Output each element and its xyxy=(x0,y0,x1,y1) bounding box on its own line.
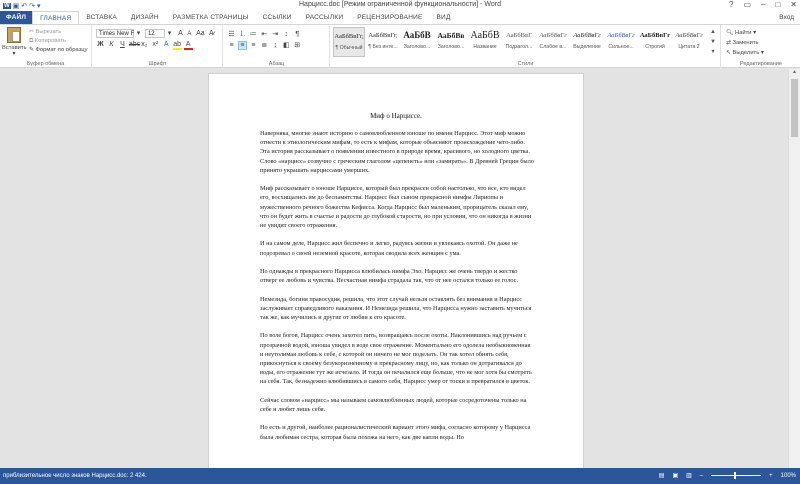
tab-references[interactable]: ССЫЛКИ xyxy=(262,14,292,21)
vertical-scrollbar[interactable] xyxy=(788,69,800,468)
styles-scroll[interactable]: ▲ ▼ ▾ xyxy=(710,29,716,55)
font-size-dropdown-icon[interactable]: ▾ xyxy=(167,30,172,37)
paragraph-group-label: Абзац xyxy=(268,61,285,67)
cut-button[interactable]: ✂ Вырезать xyxy=(29,29,62,35)
find-button[interactable]: 🔍︎ Найти ▾ xyxy=(726,30,757,36)
clipboard-group-label: Буфер обмена xyxy=(26,61,65,67)
title-bar xyxy=(0,0,800,11)
document-area xyxy=(0,69,800,468)
font-color-icon[interactable]: A xyxy=(184,41,193,50)
tab-design[interactable]: ДИЗАЙН xyxy=(130,14,159,21)
zoom-out-icon[interactable]: – xyxy=(699,472,704,479)
print-layout-icon[interactable]: ▣ xyxy=(672,473,679,479)
style-subtitle[interactable]: АаБбВвГ Подзагол... xyxy=(505,32,533,50)
styles-group-label: Стили xyxy=(517,61,534,67)
increase-indent-icon[interactable]: ⇥ xyxy=(272,31,279,38)
replace-button[interactable]: ⇄ Заменить xyxy=(726,40,759,46)
window-title: Нарцисс.doc [Режим ограниченной функциональности] - Word xyxy=(299,1,501,8)
status-bar xyxy=(0,468,800,484)
font-size-combo[interactable]: 12 xyxy=(145,29,165,38)
subscript-icon[interactable]: x₂ xyxy=(141,41,148,48)
ribbon-display-icon[interactable]: ▭ xyxy=(743,0,751,9)
search-icon: 🔍︎ xyxy=(726,30,734,36)
read-mode-icon[interactable]: ▤ xyxy=(658,473,665,479)
font-name-combo[interactable]: Times New F xyxy=(96,29,134,38)
grow-font-icon[interactable]: A xyxy=(178,30,183,37)
shading-icon[interactable]: ◧ xyxy=(282,42,290,49)
document-page[interactable] xyxy=(208,73,584,473)
superscript-icon[interactable]: x² xyxy=(152,41,159,48)
select-button[interactable]: ↖ Выделить ▾ xyxy=(726,50,764,56)
customize-qat-icon[interactable]: ▾ xyxy=(37,2,41,10)
paragraph: Но есть и другой, наиболее рационалистический вариант этого мифа, согласно которому у Нарцисса была любимая сестра, которая была похожа на него, как две капли воды. Но xyxy=(260,424,531,441)
sort-icon[interactable]: ↕ xyxy=(284,31,289,38)
styles-group xyxy=(331,25,721,68)
cursor-icon: ↖ xyxy=(726,50,731,56)
help-icon[interactable]: ? xyxy=(728,0,734,9)
replace-icon: ⇄ xyxy=(726,40,731,46)
paragraph: Наверняка, многие знают историю о самовлюбленном юноше по имени Нарцисс. Этот миф можно отнести к этиологическим мифам, то есть к мифам, которые объясняют происхождение чего-либо. Эта история рассказывает о появлении известного в природе время, красивого, но холодного цветка. Слово «нарцисс» созвучно с греческим глаголом «цепенеть» или «замирать». В Древней Греции было принято украшать нарциссами умерших. xyxy=(260,130,534,174)
save-icon[interactable]: ▣ xyxy=(12,2,20,10)
web-layout-icon[interactable]: ▥ xyxy=(686,473,692,479)
paste-button[interactable]: Вставить ▾ xyxy=(2,27,26,57)
line-spacing-icon[interactable]: ↨ xyxy=(273,42,278,49)
bold-icon[interactable]: Ж xyxy=(97,41,104,48)
paragraph: Миф рассказывает о юноше Нарциссе, который был прекрасен собой настолько, что все, кто видел его, восхищались им до беспамятства. Нарцисс был сыном прекрасной нимфы Лириопы и мужественного речного божества Кефисса. Когда Нарцисс был маленьким, прорицатель сказал ему, что он будет жить в счастье и радости до глубокой старости, но при условии, что он никогда в жизни не увидит своего отражения. xyxy=(260,185,532,230)
zoom-slider-thumb[interactable] xyxy=(734,472,736,479)
editing-group-label: Редактирование xyxy=(740,61,782,67)
style-emphasis[interactable]: АаБбВвГг Выделение xyxy=(573,32,601,50)
justify-icon[interactable]: ≣ xyxy=(261,42,268,49)
tab-review[interactable]: РЕЦЕНЗИРОВАНИЕ xyxy=(357,14,423,21)
word-logo-icon: W xyxy=(4,2,10,9)
scroll-up-icon[interactable]: ▲ xyxy=(792,69,797,75)
style-intense-emphasis[interactable]: АаБбВвГг Сильное... xyxy=(607,32,635,50)
copy-button[interactable]: ⧉ Копировать xyxy=(29,38,66,44)
text-effects-icon[interactable]: A xyxy=(163,41,169,48)
sign-in-link[interactable]: Вход xyxy=(779,14,794,21)
paragraph: Сейчас словом «нарцисс» мы называем самовлюбленных людей, которые сосредоточены только на себе и любят лишь себя. xyxy=(260,396,527,413)
align-left-icon[interactable]: ≡ xyxy=(229,42,234,49)
ribbon xyxy=(0,24,800,68)
style-normal[interactable]: АаБбВвГг, ¶ Обычный xyxy=(333,27,365,57)
tab-mailings[interactable]: РАССЫЛКИ xyxy=(305,14,344,21)
style-title[interactable]: АаБбВ Название xyxy=(470,30,500,50)
tab-view[interactable]: ВИД xyxy=(436,14,451,21)
change-case-icon[interactable]: Aa xyxy=(196,30,205,37)
zoom-in-icon[interactable]: + xyxy=(769,472,773,479)
borders-icon[interactable]: ⊞ xyxy=(294,42,301,49)
paragraph: По воле богов, Нарцисс очень захотел пить, возвращаясь после охоты. Наклонившись над ручьем с прозрачной водой, юноша увидел в воде свое отражение. Моментально его одолела необыкновенная и неутолимая любовь к себе, с которой он ничего не мог поделать. Он так хотел обнять себя, прикоснуться к своему безукоризненному и прекрасному лицу, но, как только он дотрагивался до воды, его отражение тут же исчезало. И тогда он печалился еще больше, что не мог хотя бы смотреть на себя. Так, безнадежно влюбившись в самого себя, Нарцисс умер от тоски и превратился в цветок. xyxy=(260,332,532,386)
multilevel-list-icon[interactable]: ≔ xyxy=(249,31,257,38)
zoom-slider[interactable] xyxy=(711,475,761,476)
tab-home[interactable]: ГЛАВНАЯ xyxy=(32,11,79,25)
underline-icon[interactable]: Ч xyxy=(120,41,125,48)
maximize-icon[interactable]: □ xyxy=(775,0,781,9)
tab-page-layout[interactable]: РАЗМЕТКА СТРАНИЦЫ xyxy=(172,14,249,21)
align-center-icon[interactable]: ≡ xyxy=(238,41,247,50)
clipboard-group xyxy=(0,25,92,68)
style-heading-1[interactable]: АаБбВ Заголово... xyxy=(403,30,431,50)
brush-icon: ✎ xyxy=(29,47,34,53)
ribbon-tabs xyxy=(0,11,800,24)
style-strong[interactable]: АаБбВвГг Строгий xyxy=(639,32,671,50)
document-body xyxy=(260,129,535,451)
numbering-icon[interactable]: ⒈ xyxy=(238,31,246,38)
style-quote[interactable]: АаБбВвГг Цитата 2 xyxy=(675,32,703,50)
font-group xyxy=(93,25,223,68)
font-group-label: Шрифт xyxy=(148,61,167,67)
pilcrow-icon[interactable]: ¶ xyxy=(295,31,300,38)
zoom-level[interactable]: 100% xyxy=(780,472,796,479)
paragraph: Немезида, богиня правосудия, решила, что этот случай нельзя оставлять без внимания и Нарцисс заслуживает справедливого наказания. И Немезида решила, что Нарцисса нужно заставить мучиться так же, как мучились и другие от любви к его красоте. xyxy=(260,295,532,321)
minimize-icon[interactable]: – xyxy=(761,0,766,9)
scrollbar-thumb[interactable] xyxy=(791,79,798,137)
align-right-icon[interactable]: ≡ xyxy=(251,42,256,49)
undo-icon[interactable]: ↶ xyxy=(21,2,28,10)
document-title: Миф о Нарциссе. xyxy=(370,112,422,120)
style-heading-2[interactable]: АаБбВв Заголово... xyxy=(437,31,465,50)
editing-group xyxy=(722,25,800,68)
copy-icon: ⧉ xyxy=(29,38,34,44)
style-no-spacing[interactable]: АаБбВвГг, ¶ Без инте... xyxy=(368,32,398,50)
status-text: приблизительное число знаков Нарцисс.doc: 2 424. xyxy=(3,473,147,479)
clear-format-icon[interactable]: A̷ xyxy=(208,30,214,37)
tab-insert[interactable]: ВСТАВКА xyxy=(86,14,117,21)
format-painter-button[interactable]: ✎ Формат по образцу xyxy=(29,47,88,53)
paste-icon xyxy=(7,27,21,43)
paragraph-group xyxy=(224,25,330,68)
shrink-font-icon[interactable]: A xyxy=(187,31,192,37)
close-icon[interactable]: ✕ xyxy=(790,0,797,9)
cut-icon: ✂ xyxy=(29,29,34,35)
italic-icon[interactable]: К xyxy=(109,41,114,48)
decrease-indent-icon[interactable]: ⇤ xyxy=(261,31,268,38)
paragraph: И на самом деле, Нарцисс жил беспечно и легко, радуясь жизни и увлекаясь охотой. Он даже не подозревал о своей неземной красоте, которая сводила всех женщин с ума. xyxy=(260,240,518,257)
tab-file[interactable]: ФАЙЛ xyxy=(0,11,32,24)
highlight-icon[interactable]: ab xyxy=(173,41,182,48)
font-name-dropdown-icon[interactable]: ▾ xyxy=(136,30,141,37)
bullets-icon[interactable]: ☰ xyxy=(228,31,235,38)
style-subtle-emphasis[interactable]: АаБбВвГг Слабое в... xyxy=(539,32,567,50)
strikethrough-icon[interactable]: abc xyxy=(128,41,141,48)
paragraph: Но однажды в прекрасного Нарцисса влюбилась нимфа Эхо. Нарцисс же очень твердо и жестко отверг ее любовь и чувства. Несчастная нимфа страдала так, что от нее остался только ее голос. xyxy=(260,268,519,285)
redo-icon[interactable]: ↷ xyxy=(29,2,36,10)
